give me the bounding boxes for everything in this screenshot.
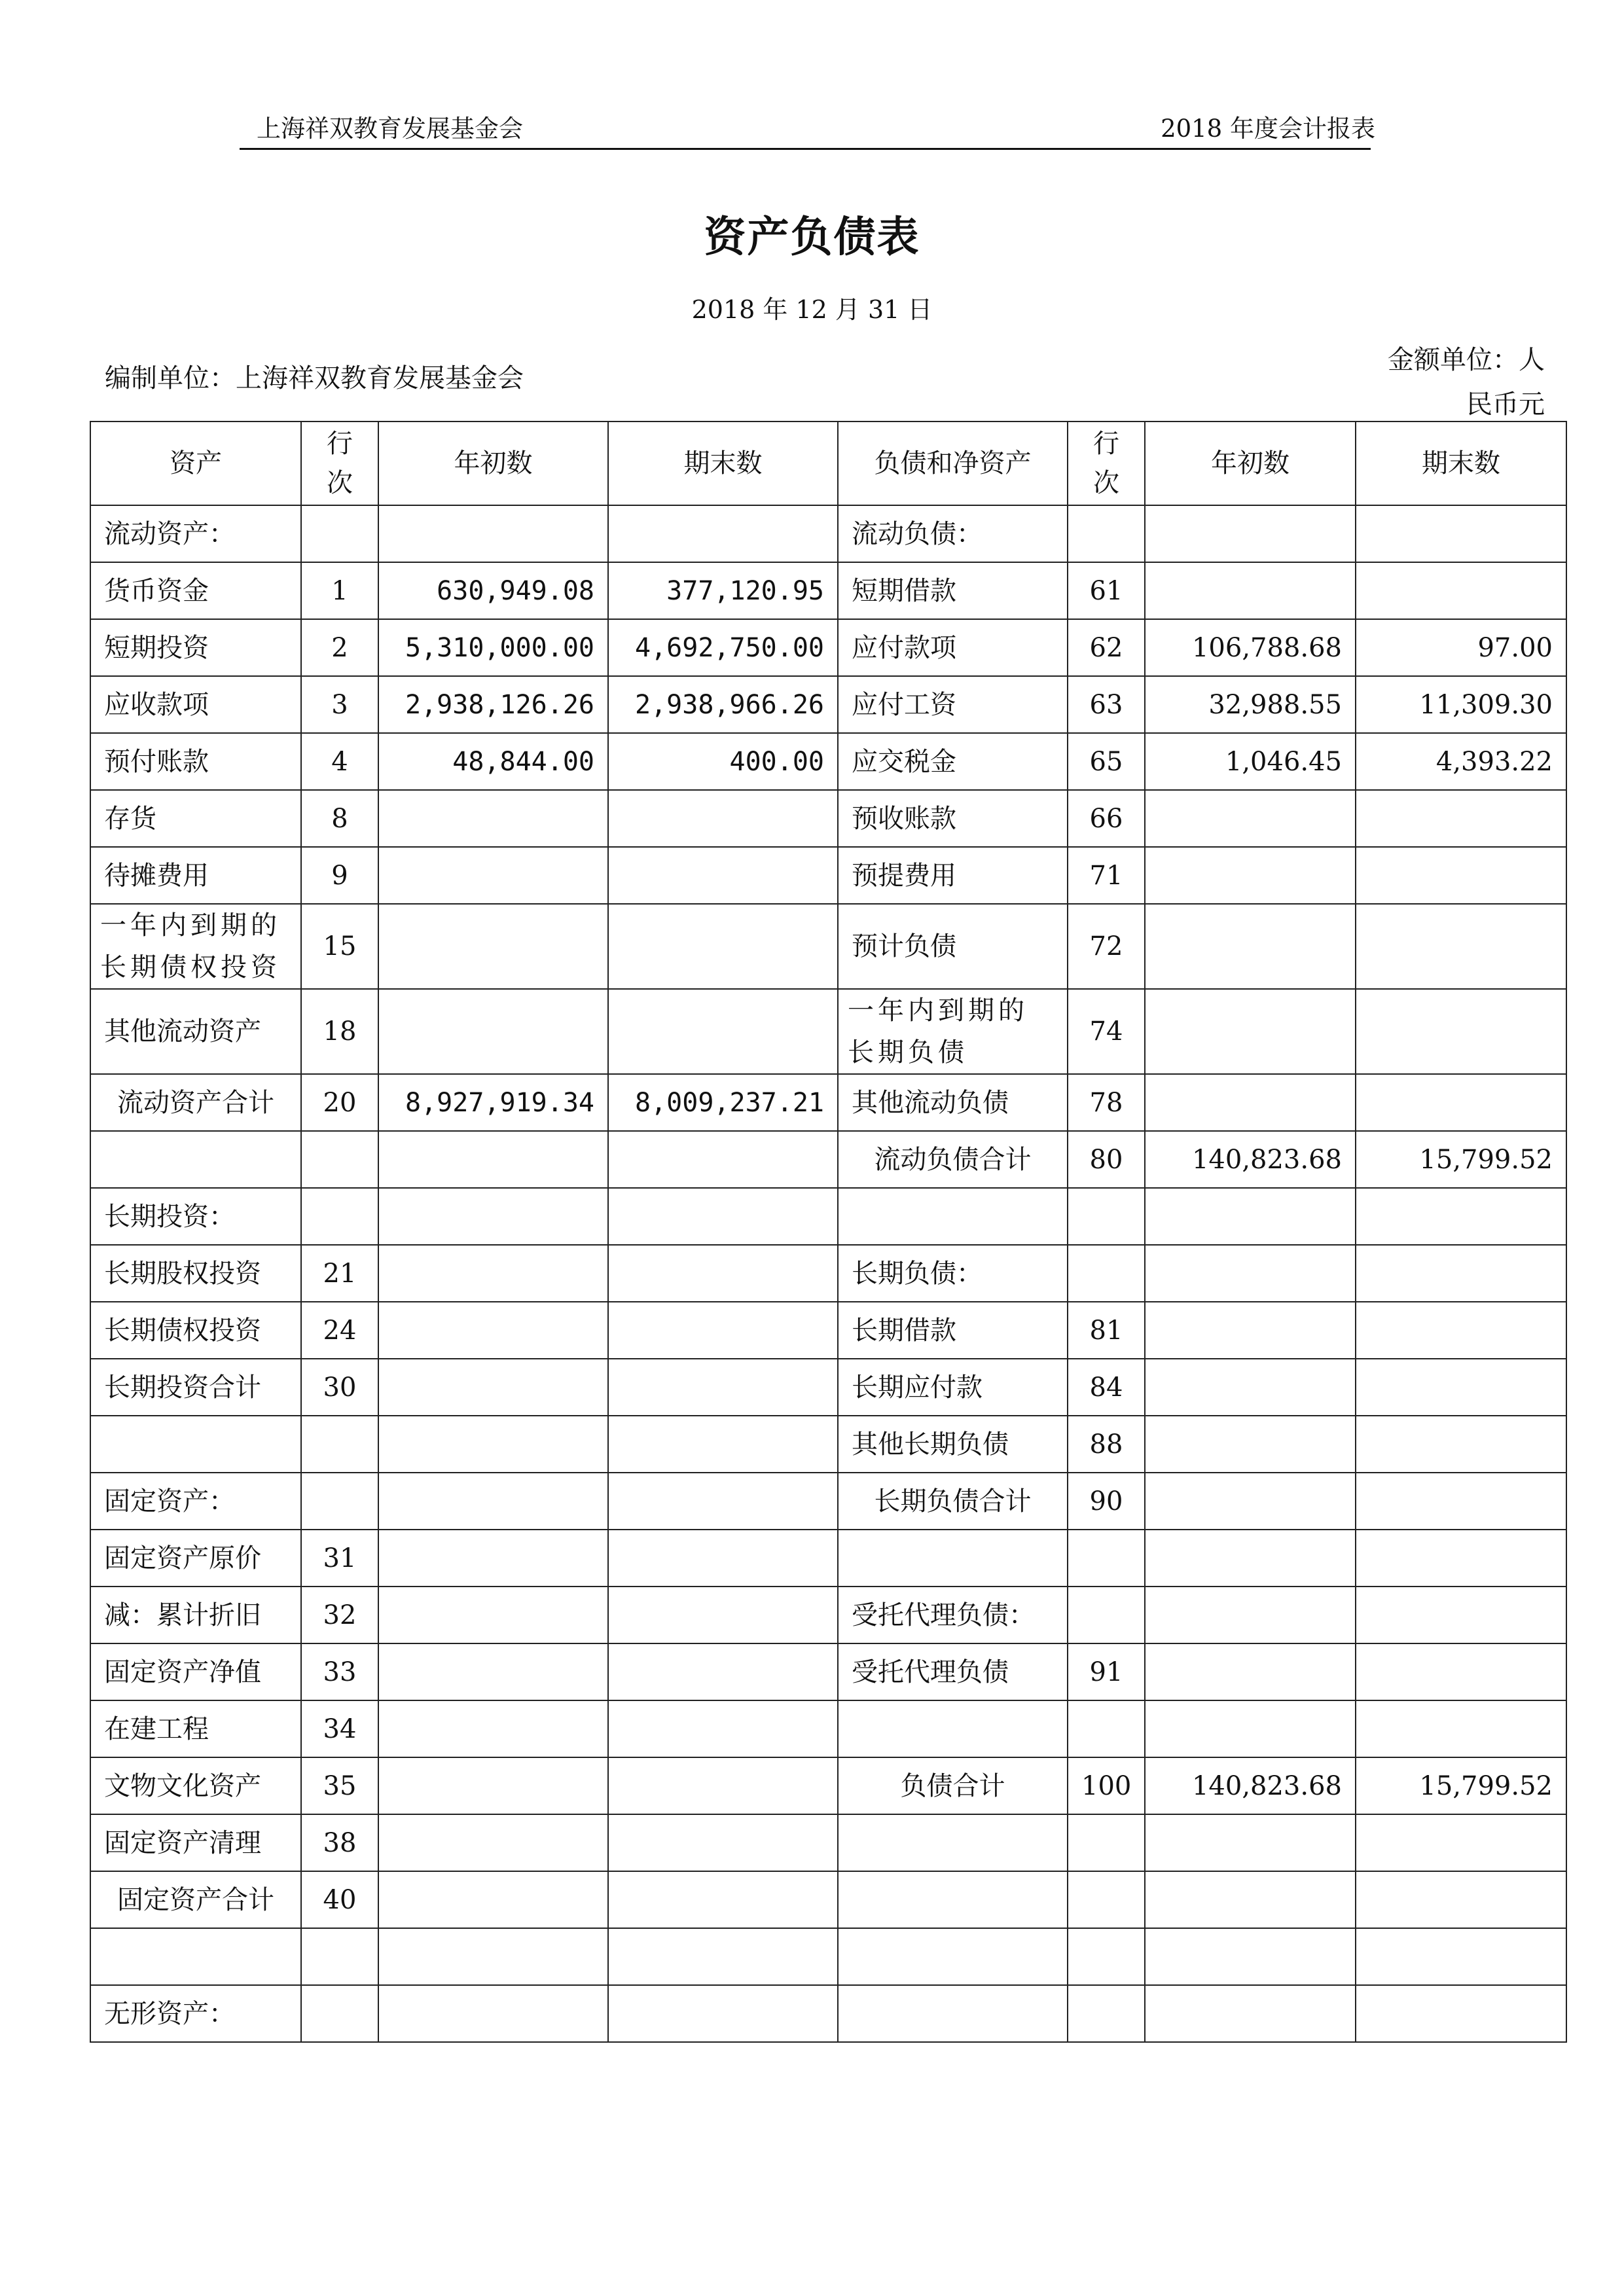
asset-name-cell: 固定资产清理	[90, 1814, 301, 1871]
asset-beginning-cell	[378, 1245, 608, 1302]
asset-name-cell	[90, 1928, 301, 1985]
liability-name-cell	[838, 1188, 1068, 1245]
asset-name-cell: 固定资产：	[90, 1473, 301, 1530]
asset-name-cell: 流动资产：	[90, 505, 301, 562]
liability-row-no-cell: 63	[1068, 676, 1145, 733]
liability-row-no-cell	[1068, 1928, 1145, 1985]
liability-beginning-cell	[1145, 505, 1356, 562]
liability-row-no-cell: 71	[1068, 847, 1145, 904]
asset-name-cell: 存货	[90, 790, 301, 847]
table-row	[90, 1871, 1566, 1928]
liability-name-cell: 应付款项	[838, 619, 1068, 676]
liability-ending-cell	[1356, 904, 1566, 989]
header-ending-2: 期末数	[1356, 422, 1566, 505]
asset-beginning-cell	[378, 989, 608, 1074]
asset-row-no-cell: 2	[301, 619, 378, 676]
asset-ending-cell	[608, 1587, 838, 1643]
liability-row-no-cell: 65	[1068, 733, 1145, 790]
liability-row-no-cell	[1068, 1245, 1145, 1302]
table-row	[90, 676, 1566, 733]
liability-row-no-cell	[1068, 1587, 1145, 1643]
liability-name-cell: 应付工资	[838, 676, 1068, 733]
asset-beginning-cell: 48,844.00	[378, 733, 608, 790]
liability-beginning-cell	[1145, 989, 1356, 1074]
compiling-unit: 编制单位：上海祥双教育发展基金会	[105, 363, 524, 393]
asset-ending-cell	[608, 1985, 838, 2042]
asset-name-cell: 待摊费用	[90, 847, 301, 904]
asset-beginning-cell	[378, 1871, 608, 1928]
liability-ending-cell: 97.00	[1356, 619, 1566, 676]
liability-ending-cell	[1356, 1871, 1566, 1928]
asset-name-cell: 一年内到期的长期债权投资	[90, 904, 301, 989]
asset-ending-cell	[608, 1416, 838, 1473]
asset-beginning-cell	[378, 1302, 608, 1359]
liability-row-no-cell: 91	[1068, 1643, 1145, 1700]
liability-row-no-cell	[1068, 1871, 1145, 1928]
liability-name-cell: 其他流动负债	[838, 1074, 1068, 1131]
liability-row-no-cell	[1068, 1530, 1145, 1587]
asset-ending-cell	[608, 1643, 838, 1700]
liability-ending-cell	[1356, 1814, 1566, 1871]
asset-row-no-cell	[301, 1416, 378, 1473]
asset-row-no-cell: 33	[301, 1643, 378, 1700]
liability-beginning-cell: 106,788.68	[1145, 619, 1356, 676]
header-row-no-2: 行次	[1068, 422, 1145, 505]
asset-name-cell: 长期股权投资	[90, 1245, 301, 1302]
asset-beginning-cell	[378, 1643, 608, 1700]
liability-name-cell	[838, 1985, 1068, 2042]
table-row	[90, 904, 1566, 989]
asset-ending-cell: 400.00	[608, 733, 838, 790]
header-ending: 期末数	[608, 422, 838, 505]
asset-ending-cell	[608, 1928, 838, 1985]
liability-ending-cell	[1356, 1530, 1566, 1587]
header-rule	[240, 148, 1371, 150]
asset-ending-cell: 4,692,750.00	[608, 619, 838, 676]
table-header-row	[90, 422, 1566, 505]
asset-name-cell: 货币资金	[90, 562, 301, 619]
liability-name-cell: 短期借款	[838, 562, 1068, 619]
asset-beginning-cell	[378, 1587, 608, 1643]
header-liabilities: 负债和净资产	[838, 422, 1068, 505]
table-row	[90, 847, 1566, 904]
asset-beginning-cell	[378, 1416, 608, 1473]
asset-row-no-cell: 30	[301, 1359, 378, 1416]
asset-name-cell: 长期投资：	[90, 1188, 301, 1245]
table-row	[90, 1188, 1566, 1245]
asset-ending-cell	[608, 847, 838, 904]
liability-row-no-cell: 84	[1068, 1359, 1145, 1416]
liability-beginning-cell	[1145, 1416, 1356, 1473]
liability-row-no-cell: 74	[1068, 989, 1145, 1074]
table-row	[90, 1359, 1566, 1416]
table-row	[90, 619, 1566, 676]
liability-row-no-cell	[1068, 1700, 1145, 1757]
liability-name-cell: 预收账款	[838, 790, 1068, 847]
asset-name-cell: 固定资产净值	[90, 1643, 301, 1700]
asset-beginning-cell	[378, 847, 608, 904]
liability-beginning-cell	[1145, 562, 1356, 619]
liability-name-cell: 其他长期负债	[838, 1416, 1068, 1473]
liability-name-cell: 预提费用	[838, 847, 1068, 904]
table-row	[90, 1757, 1566, 1814]
liability-beginning-cell: 140,823.68	[1145, 1131, 1356, 1188]
asset-beginning-cell	[378, 1131, 608, 1188]
asset-name-cell: 在建工程	[90, 1700, 301, 1757]
currency-unit: 金额单位：人民币元	[1388, 345, 1545, 420]
liability-row-no-cell: 81	[1068, 1302, 1145, 1359]
liability-ending-cell	[1356, 505, 1566, 562]
header-organization: 上海祥双教育发展基金会	[257, 115, 523, 143]
liability-row-no-cell: 72	[1068, 904, 1145, 989]
asset-ending-cell	[608, 505, 838, 562]
liability-ending-cell	[1356, 1188, 1566, 1245]
liability-ending-cell	[1356, 1245, 1566, 1302]
asset-ending-cell	[608, 1814, 838, 1871]
liability-beginning-cell	[1145, 1700, 1356, 1757]
asset-beginning-cell: 5,310,000.00	[378, 619, 608, 676]
liability-beginning-cell	[1145, 1814, 1356, 1871]
table-row	[90, 1074, 1566, 1131]
liability-row-no-cell: 100	[1068, 1757, 1145, 1814]
liability-ending-cell	[1356, 1074, 1566, 1131]
asset-row-no-cell: 9	[301, 847, 378, 904]
liability-ending-cell: 15,799.52	[1356, 1757, 1566, 1814]
asset-name-cell: 其他流动资产	[90, 989, 301, 1074]
liability-beginning-cell: 1,046.45	[1145, 733, 1356, 790]
liability-name-cell: 长期借款	[838, 1302, 1068, 1359]
asset-row-no-cell: 3	[301, 676, 378, 733]
asset-row-no-cell: 20	[301, 1074, 378, 1131]
liability-row-no-cell: 88	[1068, 1416, 1145, 1473]
liability-ending-cell	[1356, 1473, 1566, 1530]
table-row	[90, 1985, 1566, 2042]
liability-name-cell: 预计负债	[838, 904, 1068, 989]
asset-beginning-cell	[378, 1359, 608, 1416]
liability-name-cell: 流动负债合计	[838, 1131, 1068, 1188]
asset-beginning-cell	[378, 1928, 608, 1985]
asset-row-no-cell: 40	[301, 1871, 378, 1928]
asset-beginning-cell: 630,949.08	[378, 562, 608, 619]
asset-beginning-cell	[378, 1473, 608, 1530]
asset-name-cell: 长期债权投资	[90, 1302, 301, 1359]
asset-name-cell: 文物文化资产	[90, 1757, 301, 1814]
asset-row-no-cell: 35	[301, 1757, 378, 1814]
table-row	[90, 505, 1566, 562]
table-row	[90, 1700, 1566, 1757]
asset-ending-cell	[608, 1700, 838, 1757]
table-row	[90, 1245, 1566, 1302]
asset-ending-cell	[608, 1131, 838, 1188]
asset-row-no-cell	[301, 1188, 378, 1245]
table-row	[90, 1131, 1566, 1188]
asset-name-cell: 流动资产合计	[90, 1074, 301, 1131]
liability-ending-cell: 15,799.52	[1356, 1131, 1566, 1188]
table-row	[90, 1302, 1566, 1359]
asset-row-no-cell	[301, 1928, 378, 1985]
asset-ending-cell	[608, 1188, 838, 1245]
liability-name-cell: 长期应付款	[838, 1359, 1068, 1416]
asset-name-cell	[90, 1416, 301, 1473]
asset-name-cell	[90, 1131, 301, 1188]
liability-name-cell	[838, 1928, 1068, 1985]
balance-sheet-table	[90, 421, 1567, 2043]
liability-beginning-cell: 32,988.55	[1145, 676, 1356, 733]
liability-beginning-cell	[1145, 790, 1356, 847]
asset-row-no-cell: 1	[301, 562, 378, 619]
table-row	[90, 1587, 1566, 1643]
liability-beginning-cell	[1145, 1302, 1356, 1359]
asset-row-no-cell: 31	[301, 1530, 378, 1587]
liability-name-cell: 受托代理负债	[838, 1643, 1068, 1700]
asset-ending-cell: 2,938,966.26	[608, 676, 838, 733]
liability-beginning-cell	[1145, 1587, 1356, 1643]
table-row	[90, 1530, 1566, 1587]
asset-beginning-cell	[378, 1985, 608, 2042]
asset-row-no-cell: 38	[301, 1814, 378, 1871]
asset-name-cell: 预付账款	[90, 733, 301, 790]
asset-row-no-cell	[301, 505, 378, 562]
liability-row-no-cell: 78	[1068, 1074, 1145, 1131]
liability-name-cell: 流动负债：	[838, 505, 1068, 562]
asset-ending-cell	[608, 1245, 838, 1302]
asset-ending-cell: 8,009,237.21	[608, 1074, 838, 1131]
liability-row-no-cell	[1068, 1985, 1145, 2042]
liability-beginning-cell	[1145, 1871, 1356, 1928]
liability-name-cell: 应交税金	[838, 733, 1068, 790]
asset-name-cell: 固定资产原价	[90, 1530, 301, 1587]
liability-ending-cell	[1356, 1985, 1566, 2042]
asset-beginning-cell	[378, 904, 608, 989]
asset-ending-cell	[608, 989, 838, 1074]
liability-beginning-cell: 140,823.68	[1145, 1757, 1356, 1814]
liability-ending-cell	[1356, 790, 1566, 847]
asset-ending-cell	[608, 1530, 838, 1587]
liability-ending-cell	[1356, 1302, 1566, 1359]
liability-beginning-cell	[1145, 1359, 1356, 1416]
liability-row-no-cell	[1068, 1814, 1145, 1871]
report-date: 2018 年 12 月 31 日	[691, 295, 933, 324]
liability-name-cell: 一年内到期的长期负债	[838, 989, 1068, 1074]
asset-name-cell: 长期投资合计	[90, 1359, 301, 1416]
asset-row-no-cell	[301, 1985, 378, 2042]
asset-ending-cell	[608, 1871, 838, 1928]
liability-ending-cell	[1356, 1359, 1566, 1416]
header-beginning-2: 年初数	[1145, 422, 1356, 505]
liability-beginning-cell	[1145, 1245, 1356, 1302]
asset-beginning-cell	[378, 1188, 608, 1245]
asset-beginning-cell	[378, 1700, 608, 1757]
asset-beginning-cell	[378, 505, 608, 562]
asset-row-no-cell: 32	[301, 1587, 378, 1643]
asset-ending-cell	[608, 1757, 838, 1814]
liability-ending-cell	[1356, 1416, 1566, 1473]
liability-name-cell	[838, 1530, 1068, 1587]
liability-beginning-cell	[1145, 1188, 1356, 1245]
table-row	[90, 790, 1566, 847]
liability-beginning-cell	[1145, 1074, 1356, 1131]
asset-beginning-cell	[378, 790, 608, 847]
asset-beginning-cell	[378, 1757, 608, 1814]
asset-ending-cell	[608, 904, 838, 989]
liability-row-no-cell: 61	[1068, 562, 1145, 619]
liability-name-cell	[838, 1700, 1068, 1757]
asset-row-no-cell: 8	[301, 790, 378, 847]
table-row	[90, 989, 1566, 1074]
liability-beginning-cell	[1145, 1530, 1356, 1587]
asset-row-no-cell: 4	[301, 733, 378, 790]
liability-ending-cell: 4,393.22	[1356, 733, 1566, 790]
liability-beginning-cell	[1145, 1928, 1356, 1985]
liability-row-no-cell	[1068, 505, 1145, 562]
liability-beginning-cell	[1145, 904, 1356, 989]
asset-name-cell: 短期投资	[90, 619, 301, 676]
asset-beginning-cell: 2,938,126.26	[378, 676, 608, 733]
liability-name-cell: 长期负债：	[838, 1245, 1068, 1302]
asset-ending-cell: 377,120.95	[608, 562, 838, 619]
asset-row-no-cell: 34	[301, 1700, 378, 1757]
liability-ending-cell	[1356, 989, 1566, 1074]
liability-ending-cell	[1356, 1928, 1566, 1985]
asset-name-cell: 固定资产合计	[90, 1871, 301, 1928]
liability-ending-cell	[1356, 1587, 1566, 1643]
liability-beginning-cell	[1145, 1473, 1356, 1530]
header-beginning: 年初数	[378, 422, 608, 505]
table-row	[90, 1416, 1566, 1473]
liability-name-cell	[838, 1871, 1068, 1928]
liability-ending-cell	[1356, 562, 1566, 619]
liability-beginning-cell	[1145, 847, 1356, 904]
liability-ending-cell	[1356, 1700, 1566, 1757]
table-row	[90, 562, 1566, 619]
asset-beginning-cell: 8,927,919.34	[378, 1074, 608, 1131]
asset-ending-cell	[608, 1302, 838, 1359]
liability-row-no-cell: 80	[1068, 1131, 1145, 1188]
table-row	[90, 1814, 1566, 1871]
asset-name-cell: 无形资产：	[90, 1985, 301, 2042]
header-row-no: 行次	[301, 422, 378, 505]
asset-beginning-cell	[378, 1530, 608, 1587]
asset-ending-cell	[608, 790, 838, 847]
liability-name-cell: 受托代理负债：	[838, 1587, 1068, 1643]
liability-beginning-cell	[1145, 1643, 1356, 1700]
liability-name-cell: 负债合计	[838, 1757, 1068, 1814]
liability-name-cell: 长期负债合计	[838, 1473, 1068, 1530]
asset-row-no-cell: 21	[301, 1245, 378, 1302]
asset-beginning-cell	[378, 1814, 608, 1871]
asset-ending-cell	[608, 1473, 838, 1530]
asset-row-no-cell: 24	[301, 1302, 378, 1359]
liability-beginning-cell	[1145, 1985, 1356, 2042]
table-row	[90, 733, 1566, 790]
asset-name-cell: 应收款项	[90, 676, 301, 733]
asset-ending-cell	[608, 1359, 838, 1416]
table-row	[90, 1473, 1566, 1530]
asset-row-no-cell	[301, 1473, 378, 1530]
page-title: 资产负债表	[704, 213, 920, 262]
liability-name-cell	[838, 1814, 1068, 1871]
liability-row-no-cell: 62	[1068, 619, 1145, 676]
liability-ending-cell	[1356, 1643, 1566, 1700]
header-assets: 资产	[90, 422, 301, 505]
table-row	[90, 1928, 1566, 1985]
liability-row-no-cell	[1068, 1188, 1145, 1245]
header-report-title: 2018 年度会计报表	[1161, 115, 1375, 143]
asset-name-cell: 减：累计折旧	[90, 1587, 301, 1643]
liability-row-no-cell: 66	[1068, 790, 1145, 847]
asset-row-no-cell: 18	[301, 989, 378, 1074]
asset-row-no-cell: 15	[301, 904, 378, 989]
liability-row-no-cell: 90	[1068, 1473, 1145, 1530]
asset-row-no-cell	[301, 1131, 378, 1188]
liability-ending-cell: 11,309.30	[1356, 676, 1566, 733]
liability-ending-cell	[1356, 847, 1566, 904]
table-row	[90, 1643, 1566, 1700]
